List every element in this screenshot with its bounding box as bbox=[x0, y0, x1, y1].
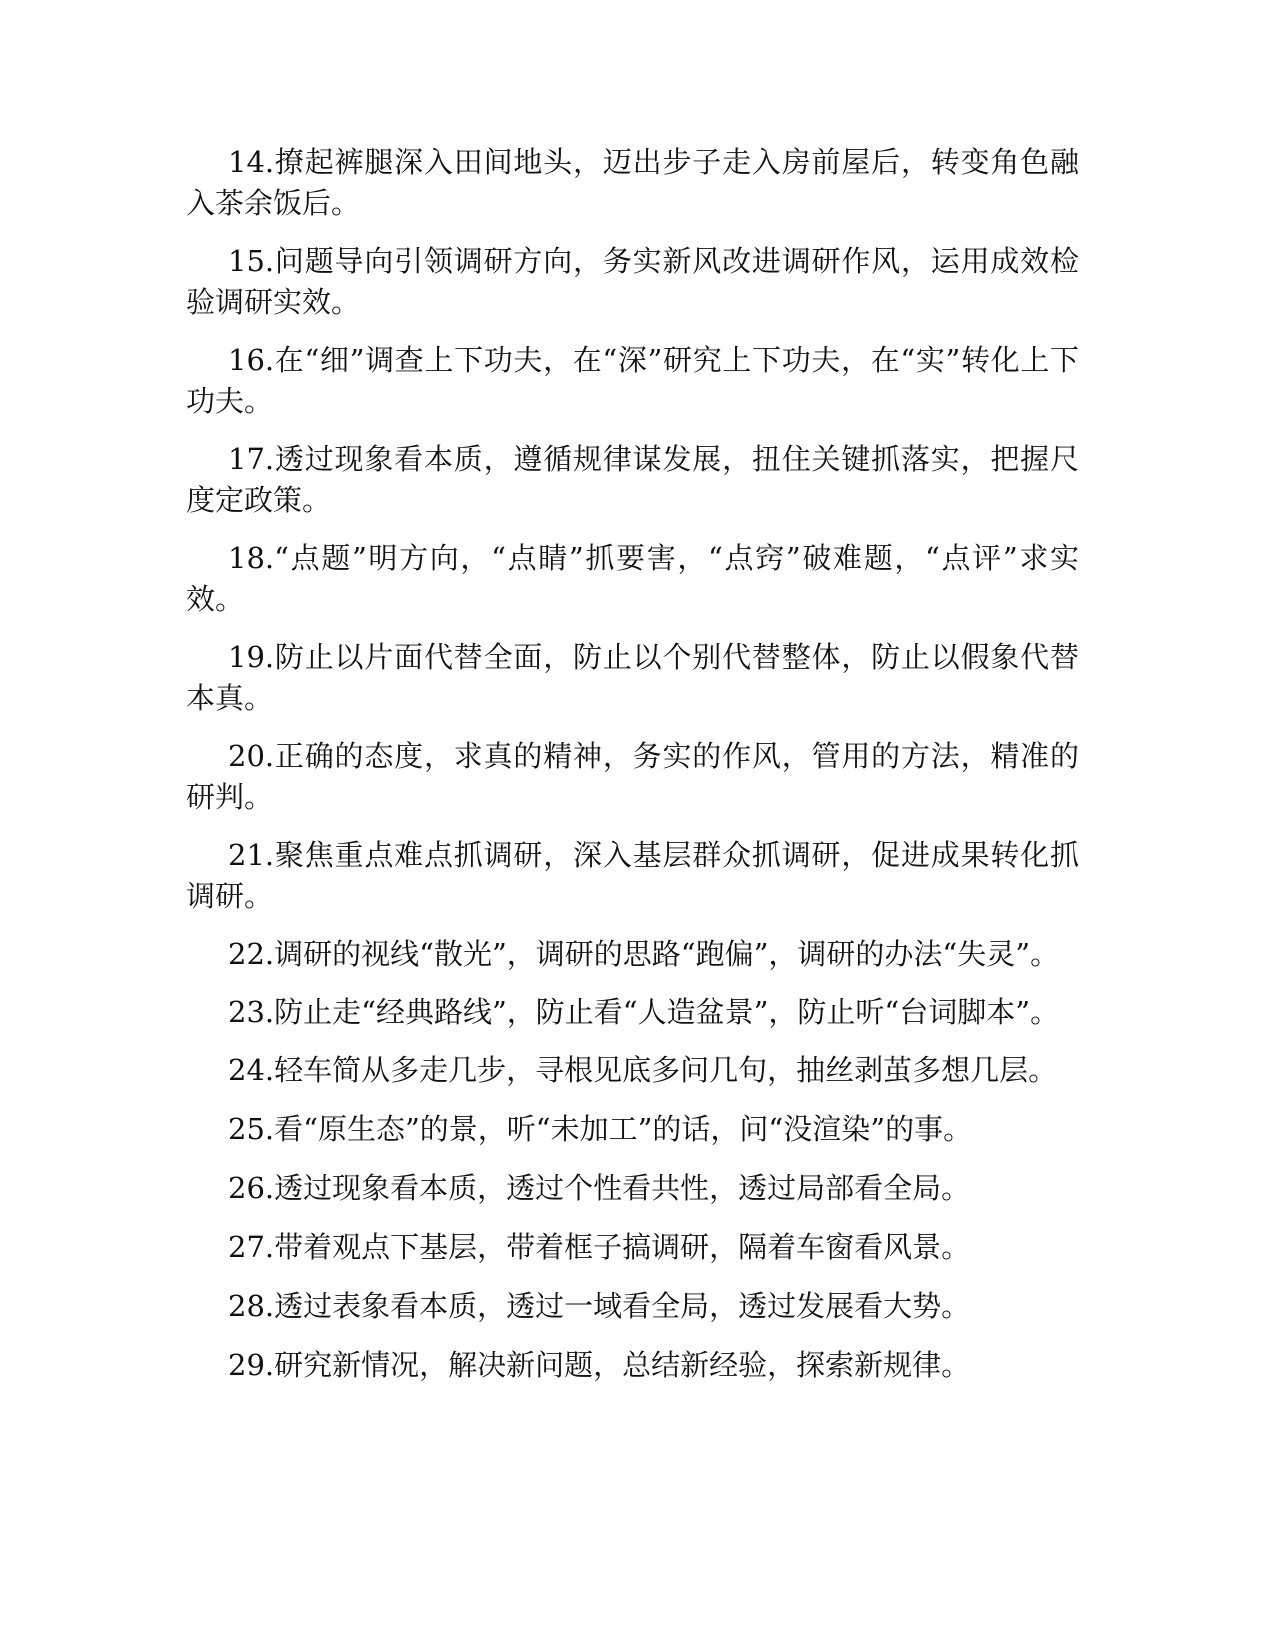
paragraph-19: 19.防止以片面代替全面，防止以个别代替整体，防止以假象代替本真。 bbox=[186, 640, 1079, 715]
paragraph-18: 18.“点题”明方向，“点睛”抓要害，“点窍”破难题，“点评”求实效。 bbox=[186, 541, 1079, 616]
paragraph-23: 23.防止走“经典路线”，防止看“人造盆景”，防止听“台词脚本”。 bbox=[228, 995, 1060, 1029]
paragraph-21: 21.聚焦重点难点抓调研，深入基层群众抓调研，促进成果转化抓调研。 bbox=[186, 838, 1079, 913]
paragraph-17: 17.透过现象看本质，遵循规律谋发展，扭住关键抓落实，把握尺度定政策。 bbox=[186, 442, 1079, 517]
paragraph-20: 20.正确的态度，求真的精神，务实的作风，管用的方法，精准的研判。 bbox=[186, 739, 1079, 814]
paragraph-26: 26.透过现象看本质，透过个性看共性，透过局部看全局。 bbox=[228, 1171, 971, 1205]
document-body bbox=[186, 142, 1079, 1404]
paragraph-24: 24.轻车简从多走几步，寻根见底多问几句，抽丝剥茧多想几层。 bbox=[228, 1053, 1058, 1087]
paragraph-25: 25.看“原生态”的景，听“未加工”的话，问“没渲染”的事。 bbox=[228, 1112, 973, 1146]
paragraph-16: 16.在“细”调查上下功夫，在“深”研究上下功夫，在“实”转化上下功夫。 bbox=[186, 343, 1079, 418]
paragraph-22: 22.调研的视线“散光”，调研的思路“跑偏”，调研的办法“失灵”。 bbox=[228, 937, 1060, 971]
paragraph-14: 14.撩起裤腿深入田间地头，迈出步子走入房前屋后，转变角色融入茶余饭后。 bbox=[186, 145, 1079, 220]
paragraph-27: 27.带着观点下基层，带着框子搞调研，隔着车窗看风景。 bbox=[228, 1230, 971, 1264]
paragraph-29: 29.研究新情况，解决新问题，总结新经验，探索新规律。 bbox=[228, 1348, 971, 1382]
paragraph-28: 28.透过表象看本质，透过一域看全局，透过发展看大势。 bbox=[228, 1289, 971, 1323]
paragraph-15: 15.问题导向引领调研方向，务实新风改进调研作风，运用成效检验调研实效。 bbox=[186, 244, 1079, 319]
